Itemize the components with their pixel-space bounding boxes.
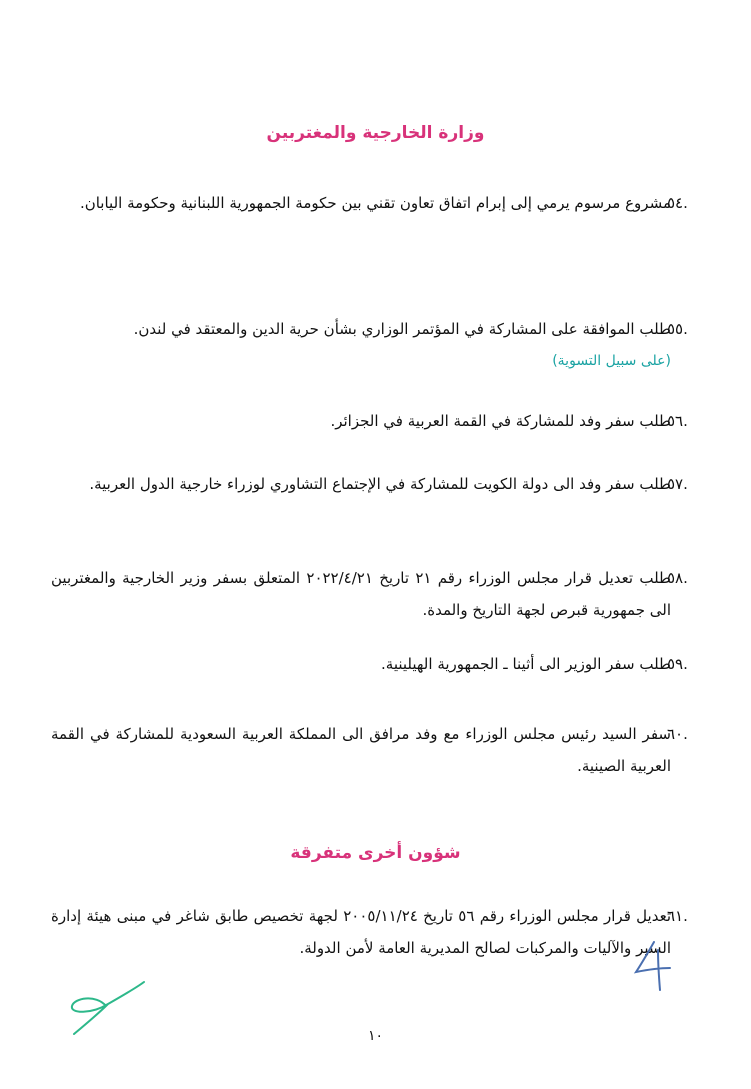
agenda-item-54 <box>51 187 688 219</box>
item-text: طلب سفر وفد للمشاركة في القمة العربية في الجزائر. <box>330 412 671 430</box>
page-number: ١٠ <box>367 1028 384 1044</box>
section-heading-foreign-affairs: وزارة الخارجية والمغتربين <box>266 123 485 143</box>
item-number: .٦٠ <box>667 725 688 743</box>
agenda-item-58 <box>51 562 688 626</box>
item-number: .٥٥ <box>667 320 688 338</box>
item-number: .٦١ <box>667 907 688 925</box>
agenda-item-56 <box>51 405 688 437</box>
item-note: (على سبيل التسوية) <box>552 353 671 369</box>
item-number: .٥٩ <box>667 655 688 673</box>
agenda-item-60 <box>51 718 688 782</box>
item-text: سفر السيد رئيس مجلس الوزراء مع وفد مرافق الى المملكة العربية السعودية للمشاركة في القمة العربية الصينية. <box>51 725 671 775</box>
item-number: .٥٦ <box>667 412 688 430</box>
agenda-item-59 <box>51 648 688 680</box>
item-text: تعديل قرار مجلس الوزراء رقم ٥٦ تاريخ ٢٠٠٥/١١/٢٤ لجهة تخصيص طابق شاغر في مبنى هيئة إدارة السير والآليات والمركبات لصالح المديرية العامة لأمن الدولة. <box>51 907 671 957</box>
item-text: مشروع مرسوم يرمي إلى إبرام اتفاق تعاون تقني بين حكومة الجمهورية اللبنانية وحكومة اليابان. <box>79 194 671 212</box>
agenda-item-55 <box>51 313 688 377</box>
item-number: .٥٤ <box>667 194 688 212</box>
agenda-item-57 <box>51 468 688 500</box>
item-text: طلب سفر الوزير الى أثينا ـ الجمهورية الهيلينية. <box>381 655 671 673</box>
handwritten-initial-mark <box>632 938 674 994</box>
item-text: طلب الموافقة على المشاركة في المؤتمر الوزاري بشأن حرية الدين والمعتقد في لندن. <box>133 320 671 338</box>
item-text: طلب تعديل قرار مجلس الوزراء رقم ٢١ تاريخ ٢٠٢٢/٤/٢١ المتعلق بسفر وزير الخارجية والمغتربين الى جمهورية قبرص لجهة التاريخ والمدة. <box>51 569 671 619</box>
item-number: .٥٨ <box>667 569 688 587</box>
agenda-item-61 <box>51 900 688 964</box>
item-text: طلب سفر وفد الى دولة الكويت للمشاركة في الإجتماع التشاوري لوزراء خارجية الدول العربية. <box>89 475 671 493</box>
item-number: .٥٧ <box>667 475 688 493</box>
section-heading-miscellaneous: شؤون أخرى متفرقة <box>290 843 461 863</box>
